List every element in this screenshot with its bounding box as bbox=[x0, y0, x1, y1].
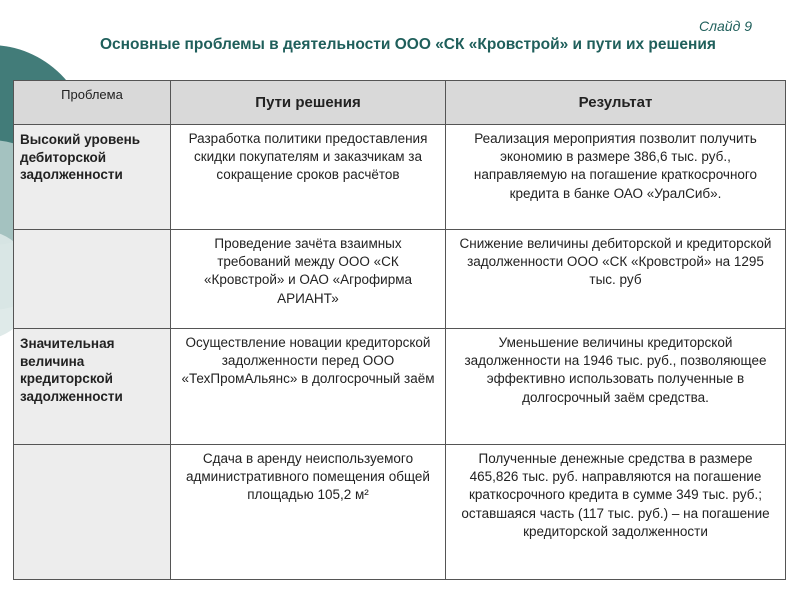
result-cell: Уменьшение величины кредиторской задолженности на 1946 тыс. руб., позволяющее эффективно использовать полученные в долгосрочный заём средства. bbox=[446, 329, 786, 445]
problems-table bbox=[13, 80, 786, 580]
result-cell: Снижение величины дебиторской и кредиторской задолженности ООО «СК «Кровстрой» на 1295 тыс. руб bbox=[446, 230, 786, 329]
problem-cell: Значительная величина кредиторской задолженности bbox=[14, 329, 171, 445]
result-cell: Реализация мероприятия позволит получить экономию в размере 386,6 тыс. руб., направляемую на погашение краткосрочного кредита в банке ОАО «УралСиб». bbox=[446, 125, 786, 230]
slide-title: Основные проблемы в деятельности ООО «СК «Кровстрой» и пути их решения bbox=[100, 36, 716, 53]
header-solutions: Пути решения bbox=[171, 81, 446, 125]
solution-cell: Разработка политики предоставления скидки покупателям и заказчикам за сокращение сроков расчётов bbox=[171, 125, 446, 230]
problem-cell-empty bbox=[14, 230, 171, 329]
solution-cell: Проведение зачёта взаимных требований между ООО «СК «Кровстрой» и ОАО «Агрофирма АРИАНТ» bbox=[171, 230, 446, 329]
table-header-row bbox=[14, 81, 786, 125]
problem-cell-empty bbox=[14, 445, 171, 580]
table-row bbox=[14, 445, 786, 580]
solution-cell: Осуществление новации кредиторской задолженности перед ООО «ТехПромАльянс» в долгосрочный заём bbox=[171, 329, 446, 445]
table-row bbox=[14, 230, 786, 329]
table-row bbox=[14, 125, 786, 230]
header-result: Результат bbox=[446, 81, 786, 125]
problem-cell: Высокий уровень дебиторской задолженности bbox=[14, 125, 171, 230]
solution-cell: Сдача в аренду неиспользуемого административного помещения общей площадью 105,2 м² bbox=[171, 445, 446, 580]
result-cell: Полученные денежные средства в размере 465,826 тыс. руб. направляются на погашение краткосрочного кредита в сумме 349 тыс. руб.; оставшаяся часть (117 тыс. руб.) – на погашение кредиторской задолженности bbox=[446, 445, 786, 580]
header-problem: Проблема bbox=[14, 81, 171, 125]
slide-number: Слайд 9 bbox=[699, 18, 752, 34]
table-row bbox=[14, 329, 786, 445]
